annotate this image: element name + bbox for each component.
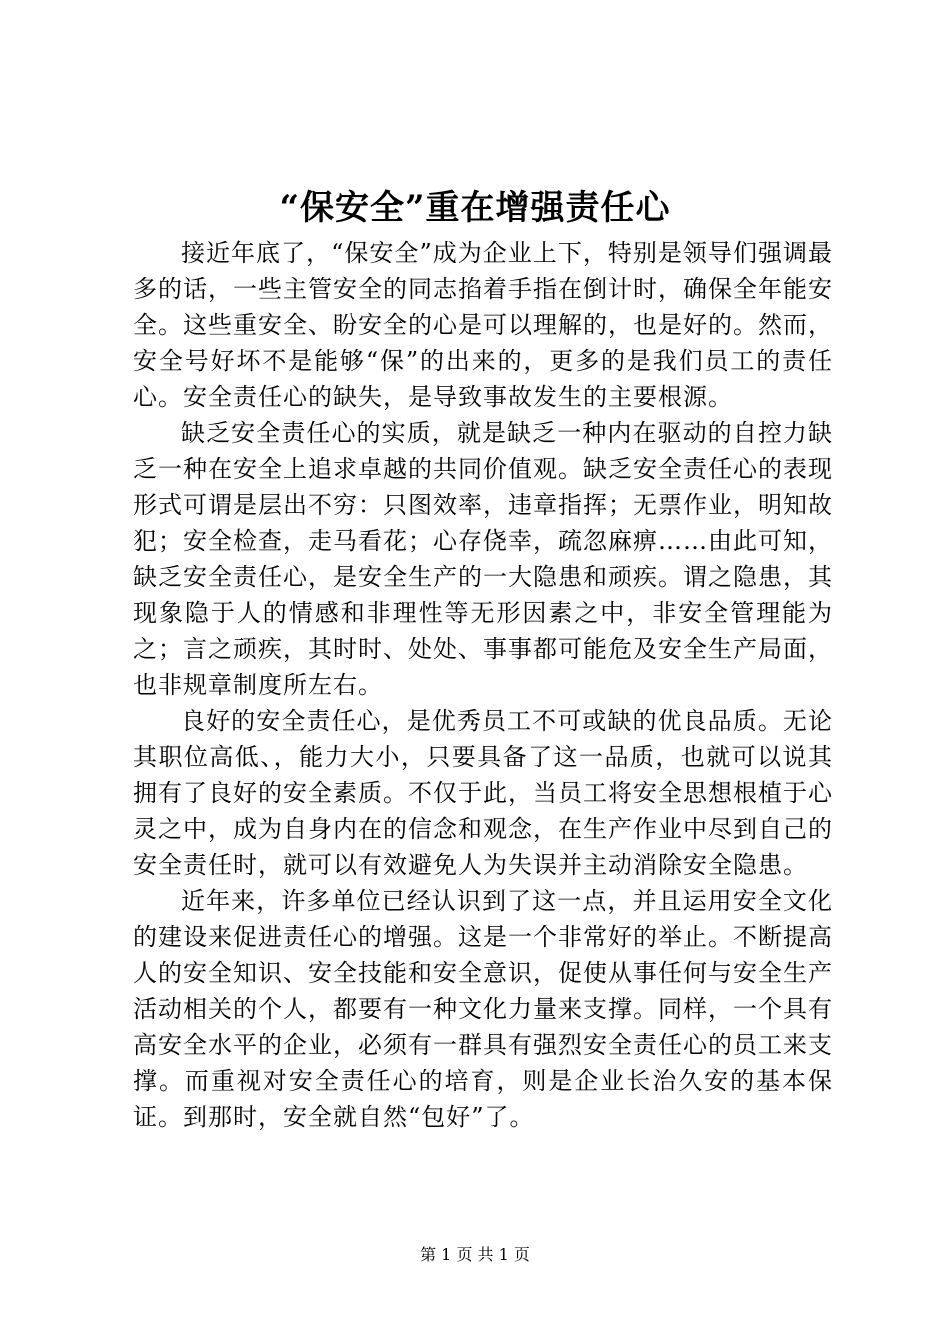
document-body (133, 235, 833, 1135)
paragraph-4: 近年来，许多单位已经认识到了这一点，并且运用安全文化的建设来促进责任心的增强。这是一个非常好的举止。不断提高人的安全知识、安全技能和安全意识，促使从事任何与安全生产活动相关的个人，都要有一种文化力量来支撑。同样，一个具有高安全水平的企业，必须有一群具有强烈安全责任心的员工来支撑。而重视对安全责任心的培育，则是企业长治久安的基本保证。到那时，安全就自然“包好”了。 (133, 887, 833, 1131)
document-title: “保安全”重在增强责任心 (279, 188, 671, 228)
page-number-footer: 第 1 页 共 1 页 (420, 1245, 530, 1264)
paragraph-3: 良好的安全责任心，是优秀员工不可或缺的优良品质。无论其职位高低、，能力大小，只要具备了这一品质，也就可以说其拥有了良好的安全素质。不仅于此，当员工将安全思想根植于心灵之中，成为自身内在的信念和观念，在生产作业中尽到自己的安全责任时，就可以有效避免人为失误并主动消除安全隐患。 (133, 707, 833, 879)
paragraph-2: 缺乏安全责任心的实质，就是缺乏一种内在驱动的自控力缺乏一种在安全上追求卓越的共同价值观。缺乏安全责任心的表现形式可谓是层出不穷：只图效率，违章指挥；无票作业，明知故犯；安全检查，走马看花；心存侥幸，疏忽麻痹……由此可知，缺乏安全责任心，是安全生产的一大隐患和顽疾。谓之隐患，其现象隐于人的情感和非理性等无形因素之中，非安全管理能为之；言之顽疾，其时时、处处、事事都可能危及安全生产局面，也非规章制度所左右。 (133, 419, 833, 699)
paragraph-1: 接近年底了，“保安全”成为企业上下，特别是领导们强调最多的话，一些主管安全的同志掐着手指在倒计时，确保全年能安全。这些重安全、盼安全的心是可以理解的，也是好的。然而，安全号好坏不是能够“保”的出来的，更多的是我们员工的责任心。安全责任心的缺失，是导致事故发生的主要根源。 (133, 239, 833, 411)
